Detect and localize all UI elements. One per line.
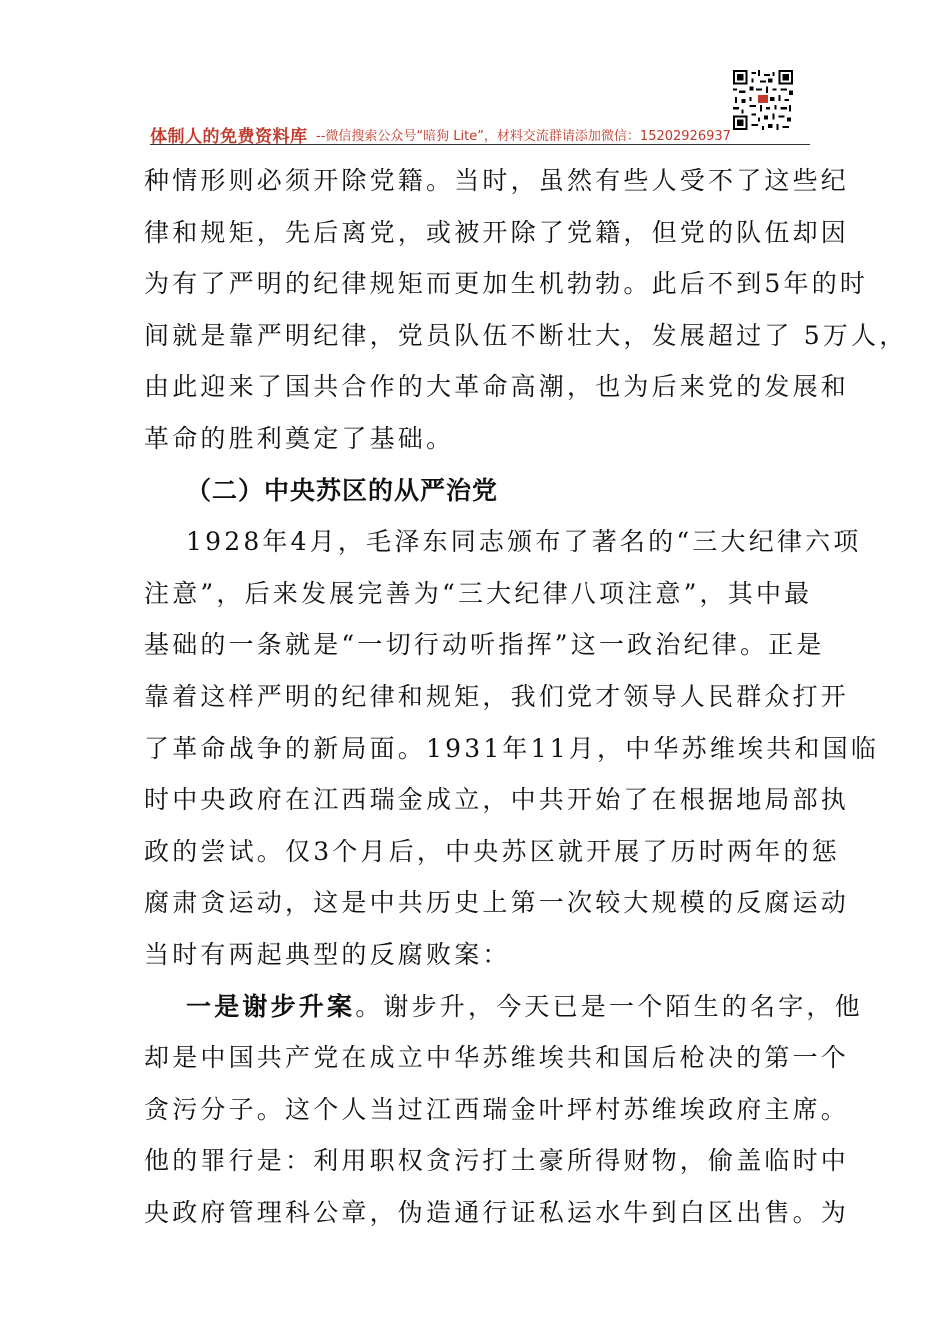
body-line: 了革命战争的新局面。1931年11月，中华苏维埃共和国临 [144,733,880,763]
body-line: 由此迎来了国共合作的大革命高潮，也为后来党的发展和 [144,372,850,402]
section-heading: （二）中央苏区的从严治党 [186,475,499,505]
document-body [144,155,908,1238]
body-line: 却是中国共产党在成立中华苏维埃共和国后枪决的第一个 [144,1043,850,1073]
body-line: 政的尝试。仅3个月后，中央苏区就开展了历时两年的惩 [144,836,840,866]
body-line: 革命的胜利奠定了基础。 [144,423,455,453]
body-line: 为有了严明的纪律规矩而更加生机勃勃。此后不到5年的时 [144,269,869,299]
body-line: 律和规矩，先后离党，或被开除了党籍，但党的队伍却因 [144,217,850,247]
body-line: 腐肃贪运动，这是中共历史上第一次较大规模的反腐运动 [144,888,850,918]
header-note: --微信搜索公众号“暗狗 Lite”，材料交流群请添加微信：15202926937 [316,129,731,144]
body-line: 基础的一条就是“一切行动听指挥”这一政治纪律。正是 [144,630,825,660]
case-intro: 。谢步升，今天已是一个陌生的名字，他 [355,991,863,1021]
body-line: 注意”，后来发展完善为“三大纪律八项注意”，其中最 [144,578,813,608]
case-title: 一是谢步升案 [186,991,356,1021]
case-first-line [144,981,863,1033]
body-line: 1928年4月，毛泽东同志颁布了著名的“三大纪律六项 [186,527,862,557]
body-line: 时中央政府在江西瑞金成立，中共开始了在根据地局部执 [144,785,850,815]
body-line: 种情形则必须开除党籍。当时，虽然有些人受不了这些纪 [144,166,850,195]
header-brand: 体制人的免费资料库 [150,127,308,147]
body-line: 央政府管理科公章，伪造通行证私运水牛到白区出售。为 [144,1197,850,1227]
body-line: 他的罪行是：利用职权贪污打土豪所得财物，偷盖临时中 [144,1146,850,1176]
body-line: 贪污分子。这个人当过江西瑞金叶坪村苏维埃政府主席。 [144,1094,850,1124]
body-line: 间就是靠严明纪律，党员队伍不断壮大，发展超过了 5万人， [144,320,908,350]
qr-code-icon [733,70,793,130]
body-line: 当时有两起典型的反腐败案： [144,939,511,969]
page-header [150,70,810,146]
header-divider [150,144,810,145]
body-line: 靠着这样严明的纪律和规矩，我们党才领导人民群众打开 [144,681,850,711]
